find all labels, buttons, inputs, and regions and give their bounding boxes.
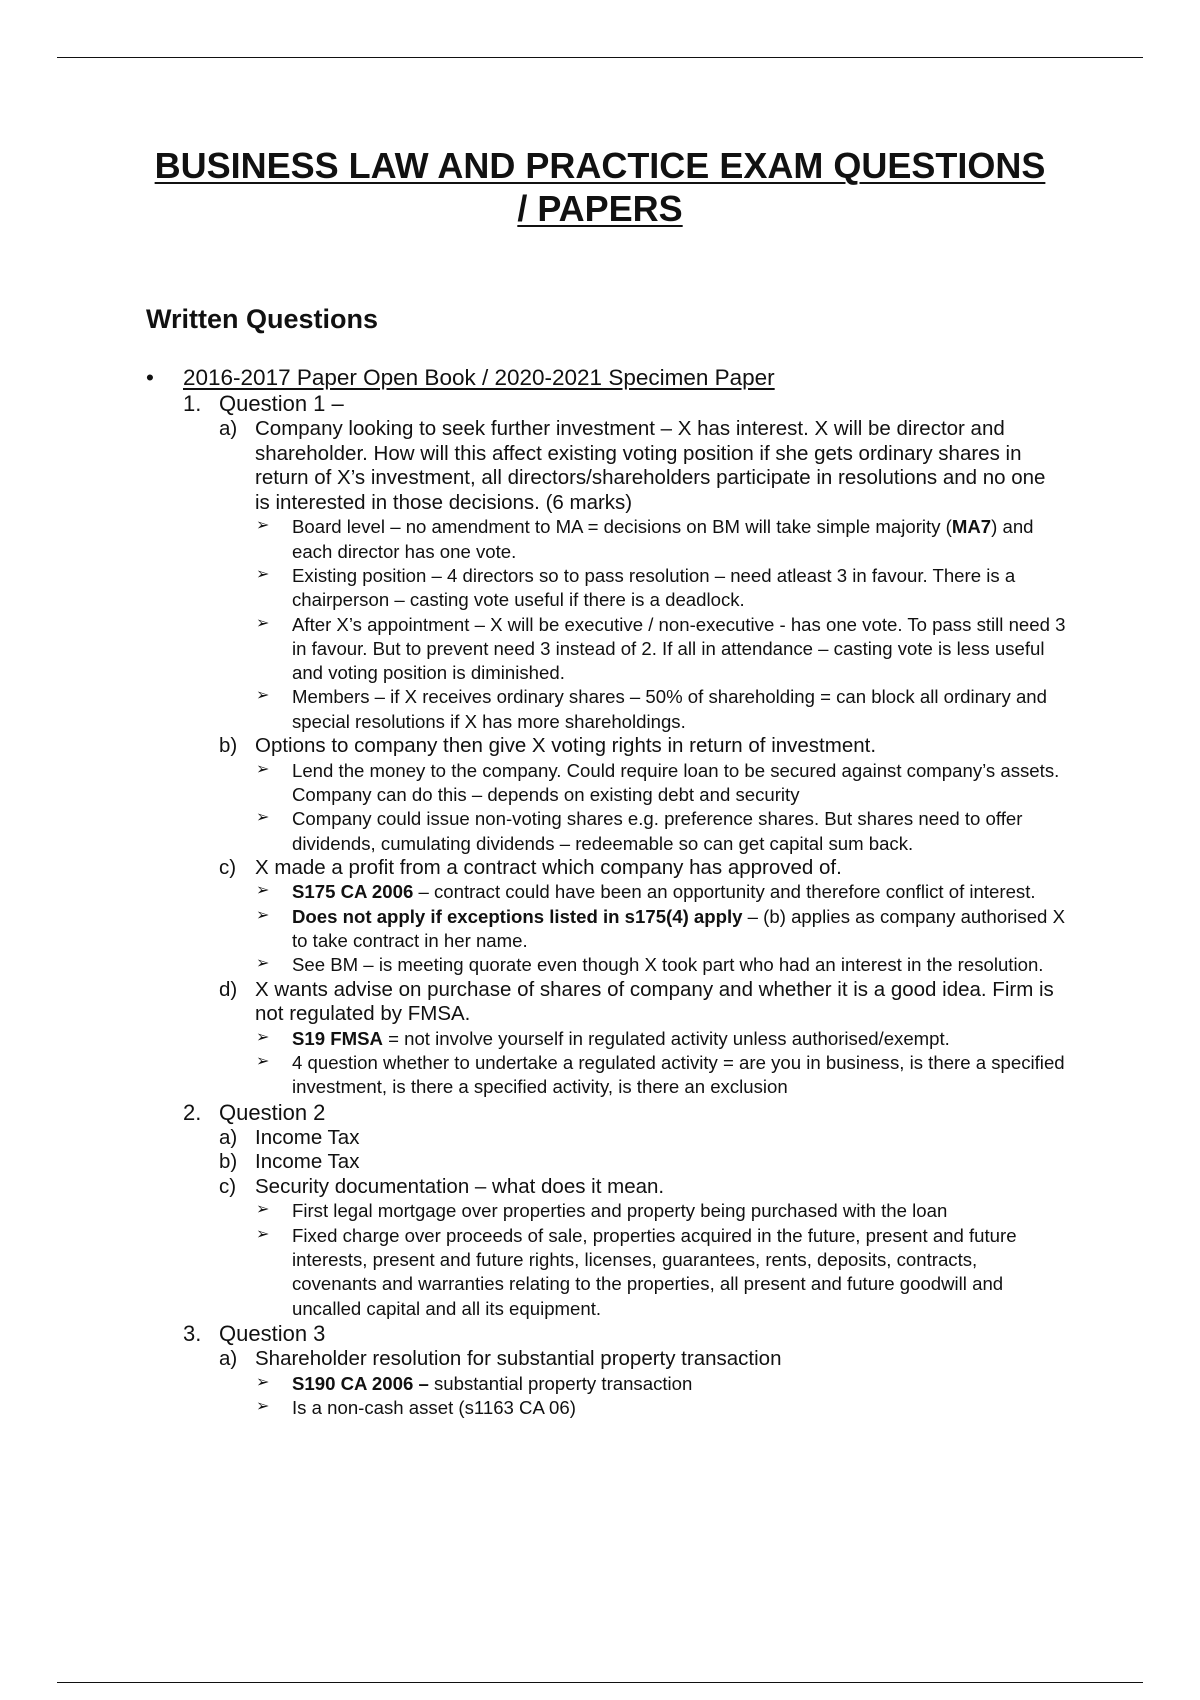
part-letter: b) (219, 734, 238, 758)
question-part (0, 1347, 1055, 1372)
point-text: Board level – no amendment to MA = decisions on BM will take simple majority ( (292, 516, 952, 538)
question-row (0, 1321, 1200, 1347)
arrow-bullet-icon: ➢ (256, 614, 270, 632)
point-text: See BM – is meeting quorate even though X took part who had an interest in the resolution. (292, 954, 1044, 976)
arrow-bullet-icon: ➢ (256, 1225, 270, 1243)
answer-point (0, 880, 1067, 904)
part-text: X made a profit from a contract which company has approved of. (255, 855, 842, 879)
document-body (0, 365, 1200, 1420)
document-title (150, 144, 1050, 230)
arrow-bullet-icon: ➢ (256, 760, 270, 778)
point-bold-text: S175 CA 2006 (292, 881, 414, 903)
part-letter: b) (219, 1150, 238, 1174)
part-letter: a) (219, 417, 238, 440)
point-text: – contract could have been an opportunity and therefore conflict of interest. (413, 881, 1036, 903)
part-text: Security documentation – what does it mean. (255, 1174, 665, 1198)
title-line-2: / PAPERS (517, 188, 683, 229)
part-letter: a) (219, 1346, 238, 1370)
question-part (0, 978, 1055, 1027)
part-letter: c) (219, 1174, 237, 1198)
title-line-1: BUSINESS LAW AND PRACTICE EXAM QUESTIONS (154, 145, 1046, 186)
question-number: 2. (183, 1099, 202, 1125)
arrow-bullet-icon: ➢ (256, 1373, 270, 1391)
answer-point (0, 685, 1067, 734)
question-label: Question 1 – (219, 391, 344, 416)
part-text: X wants advise on purchase of shares of company and whether it is a good idea. Firm is not regulated by FMSA. (255, 977, 1054, 1026)
point-text: Company could issue non-voting shares e.g. preference shares. But shares need to offer dividends, cumulating dividends – redeemable so can get capital sum back. (292, 808, 1023, 854)
arrow-bullet-icon: ➢ (256, 1053, 270, 1071)
question-list (0, 391, 1200, 1420)
point-bold-text: Does not apply if exceptions listed in s175(4) apply (292, 905, 743, 927)
answer-point (0, 1396, 1067, 1420)
point-text: substantial property transaction (428, 1372, 693, 1394)
question-row (0, 1100, 1200, 1126)
point-bold-text: MA7 (951, 516, 992, 538)
part-text: Options to company then give X voting rights in return of investment. (255, 734, 877, 758)
question-part (0, 1150, 1055, 1175)
part-letter: c) (219, 855, 237, 879)
answer-point (0, 759, 1067, 808)
part-letter: d) (219, 977, 238, 1001)
point-text: After X’s appointment – X will be executive / non-executive - has one vote. To pass still need 3 in favour. But to prevent need 3 instead of 2. If all in attendance – casting vote is less useful and voting position is diminished. (292, 613, 1066, 684)
part-letter: a) (219, 1125, 238, 1149)
answer-point (0, 564, 1067, 613)
arrow-bullet-icon: ➢ (256, 565, 270, 583)
arrow-bullet-icon: ➢ (256, 809, 270, 827)
bullet-icon: • (146, 365, 154, 390)
question-number: 3. (183, 1320, 202, 1346)
answer-point (0, 1224, 1067, 1321)
arrow-bullet-icon: ➢ (256, 517, 270, 535)
point-text: ) and each director has one vote. (292, 516, 1034, 562)
answer-point (0, 905, 1067, 954)
paper-heading-row (0, 365, 1200, 391)
point-bold-text: S190 CA 2006 – (292, 1372, 429, 1394)
section-heading: Written Questions (146, 304, 379, 334)
bottom-rule (57, 1682, 1143, 1683)
point-text: = not involve yourself in regulated activity unless authorised/exempt. (382, 1027, 950, 1049)
part-text: Income Tax (255, 1125, 360, 1149)
arrow-bullet-icon: ➢ (256, 955, 270, 973)
arrow-bullet-icon: ➢ (256, 687, 270, 705)
point-text: Existing position – 4 directors so to pass resolution – need atleast 3 in favour. There is a chairperson – casting vote useful if there is a deadlock. (292, 564, 1016, 611)
point-text: – (b) applies as company authorised X to take contract in her name. (292, 905, 1065, 952)
point-text: Is a non-cash asset (s1163 CA 06) (292, 1396, 576, 1418)
point-text: Fixed charge over proceeds of sale, properties acquired in the future, present and future interests, present and future rights, licenses, guarantees, rents, deposits, contracts, covenants and warranties relating to the properties, all present and future goodwill and uncalled capital and all its equipment. (292, 1224, 1017, 1319)
arrow-bullet-icon: ➢ (256, 882, 270, 900)
question-part (0, 1126, 1055, 1151)
answer-point (0, 1372, 1067, 1396)
question-part (0, 1175, 1055, 1200)
point-text: First legal mortgage over properties and property being purchased with the loan (292, 1200, 948, 1222)
answer-point (0, 1051, 1067, 1100)
answer-point (0, 953, 1067, 977)
answer-point (0, 807, 1067, 856)
answer-point (0, 515, 1067, 564)
part-text: Company looking to seek further investment – X has interest. X will be director and shareholder. How will this affect existing voting position if she gets ordinary shares in return of X’s investment, all directors/shareholders participate in resolutions and no one is interested in those decisions. (6 marks) (255, 417, 1046, 514)
question-part (0, 417, 1055, 515)
part-text: Income Tax (255, 1150, 360, 1174)
question-number: 1. (183, 391, 202, 416)
question-part (0, 856, 1055, 881)
question-part (0, 734, 1055, 759)
question-label: Question 3 (219, 1320, 326, 1346)
paper-heading: 2016-2017 Paper Open Book / 2020-2021 Specimen Paper (183, 365, 775, 390)
point-text: 4 question whether to undertake a regulated activity = are you in business, is there a specified investment, is there a specified activity, is there an exclusion (292, 1052, 1065, 1098)
point-text: Lend the money to the company. Could require loan to be secured against company’s assets. Company can do this – depends on existing debt and security (292, 759, 1060, 805)
question-label: Question 2 (219, 1099, 326, 1125)
arrow-bullet-icon: ➢ (256, 1028, 270, 1046)
answer-point (0, 1027, 1067, 1051)
question-row (0, 391, 1200, 417)
top-rule (57, 57, 1143, 58)
part-text: Shareholder resolution for substantial property transaction (255, 1346, 782, 1370)
answer-point (0, 613, 1067, 686)
arrow-bullet-icon: ➢ (256, 906, 270, 924)
arrow-bullet-icon: ➢ (256, 1397, 270, 1415)
answer-point (0, 1199, 1067, 1223)
point-bold-text: S19 FMSA (292, 1027, 383, 1049)
point-text: Members – if X receives ordinary shares – 50% of shareholding = can block all ordinary and special resolutions if X has more shareholdings. (292, 686, 1047, 732)
arrow-bullet-icon: ➢ (256, 1201, 270, 1219)
